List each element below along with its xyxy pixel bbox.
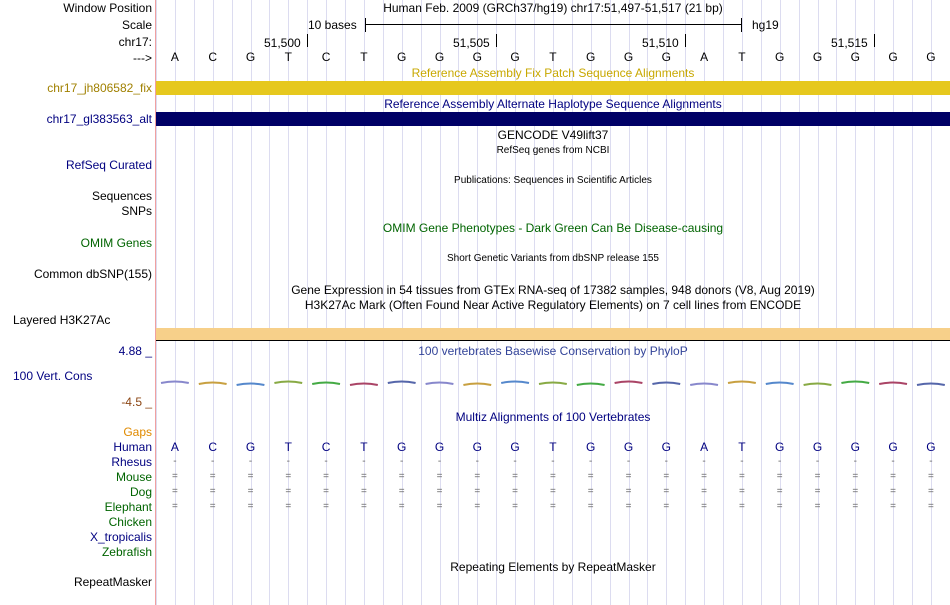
multiz-base: = (549, 486, 556, 497)
multiz-base: - (664, 456, 668, 467)
multiz-base: = (663, 486, 670, 497)
multiz-base: = (285, 471, 292, 482)
reference-base: A (700, 50, 709, 64)
multiz-base: G (510, 440, 520, 454)
multiz-base: = (285, 486, 292, 497)
multiz-base: = (512, 486, 518, 497)
multiz-base: = (625, 471, 632, 482)
h3k27ac-baseline (156, 340, 950, 341)
reference-base: T (360, 50, 368, 64)
multiz-base: = (890, 471, 896, 482)
multiz-base: A (170, 440, 179, 454)
multiz-base: G (812, 440, 823, 454)
conservation-glyph (539, 383, 567, 385)
conservation-glyph (841, 382, 869, 384)
multiz-base: - (551, 456, 555, 467)
reference-base: G (586, 50, 596, 64)
reference-base: G (623, 50, 634, 64)
reference-base: G (775, 50, 785, 64)
conservation-wiggle[interactable] (156, 374, 950, 392)
reference-base: T (549, 50, 557, 64)
species-human-label: Human (113, 440, 152, 454)
multiz-base: = (171, 471, 178, 482)
multiz-base: = (474, 501, 481, 512)
multiz-base: T (360, 440, 368, 454)
reference-base: G (661, 50, 671, 64)
multiz-base: = (323, 486, 329, 497)
reference-base: G (245, 50, 256, 64)
scale-bar-text: 10 bases (308, 18, 357, 32)
multiz-base: = (209, 471, 216, 482)
multiz-base: - (778, 456, 782, 467)
multiz-base: = (323, 501, 329, 512)
multiz-base: T (284, 440, 292, 454)
strand-arrow-label: ---> (133, 51, 152, 65)
multiz-base: G (926, 440, 936, 454)
multiz-base: T (738, 440, 746, 454)
multiz-base: = (360, 471, 367, 482)
species-elephant-label: Elephant (104, 500, 152, 514)
conservation-glyph (161, 382, 189, 384)
multiz-base: = (512, 471, 518, 482)
omim-title: OMIM Gene Phenotypes - Dark Green Can Be Disease-causing (382, 221, 724, 235)
multiz-base: = (701, 486, 707, 497)
reference-base: G (850, 50, 860, 64)
multiz-base: G (586, 440, 596, 454)
conservation-glyph (766, 383, 794, 385)
fix-patch-label[interactable]: chr17_jh806582_fix (47, 81, 152, 95)
gtex-title: Gene Expression in 54 tissues from GTEx RNA-seq of 17382 samples, 948 donors (V8, Aug 2019) (291, 283, 815, 297)
refseq-title: RefSeq genes from NCBI (496, 145, 610, 156)
browser-image-panel[interactable] (156, 0, 950, 605)
position-tick (874, 34, 875, 47)
multiz-base: = (323, 471, 329, 482)
multiz-base: - (400, 456, 404, 467)
publications-title: Publications: Sequences in Scientific Articles (454, 175, 652, 186)
chrom-label: chr17: (118, 35, 152, 49)
multiz-base: = (927, 486, 934, 497)
multiz-base: = (852, 501, 859, 512)
multiz-base: - (173, 456, 177, 467)
multiz-base: = (738, 501, 745, 512)
multiz-base: G (888, 440, 898, 454)
multiz-base: = (398, 471, 405, 482)
conservation-glyph (501, 382, 529, 384)
multiz-base: = (625, 501, 632, 512)
multiz-base: = (776, 471, 783, 482)
reference-base: T (284, 50, 292, 64)
multiz-base: = (587, 486, 594, 497)
multiz-base: G (434, 440, 445, 454)
multiz-base: = (587, 501, 594, 512)
position-label-51510: 51,510 (642, 36, 679, 50)
multiz-base: = (512, 501, 518, 512)
reference-base: C (321, 50, 331, 64)
conservation-glyph (199, 383, 227, 385)
multiz-base: = (474, 471, 481, 482)
db-name-text: hg19 (752, 18, 779, 32)
conservation-max-label: 4.88 _ (118, 344, 152, 358)
multiz-base: - (211, 456, 215, 467)
gencode-title: GENCODE V49lift37 (497, 128, 609, 142)
multiz-base: G (245, 440, 256, 454)
multiz-base: G (775, 440, 785, 454)
reference-base: G (434, 50, 445, 64)
multiz-base: - (475, 456, 479, 467)
multiz-base: = (436, 471, 443, 482)
multiz-base: = (436, 486, 443, 497)
conservation-min-label: -4.5 _ (121, 395, 152, 409)
track-labels-panel (0, 0, 155, 605)
conservation-glyph (274, 382, 302, 384)
species-dog-label: Dog (129, 485, 152, 499)
scale-bar-left-tick (365, 18, 366, 32)
fix-patch-title: Reference Assembly Fix Patch Sequence Alignments (411, 66, 695, 80)
fix-patch-alignment-bar[interactable] (156, 81, 950, 95)
multiz-base: T (549, 440, 557, 454)
position-label-51505: 51,505 (453, 36, 490, 50)
alt-haplotype-title: Reference Assembly Alternate Haplotype Sequence Alignments (384, 97, 722, 111)
multiz-base: - (589, 456, 593, 467)
multiz-base: - (891, 456, 895, 467)
conservation-glyph (690, 384, 718, 386)
multiz-base: = (663, 501, 670, 512)
multiz-base: C (208, 440, 218, 454)
assembly-position-text: Human Feb. 2009 (GRCh37/hg19) chr17:51,497-51,517 (21 bp) (383, 1, 723, 15)
conservation-label[interactable]: 100 Vert. Cons (13, 369, 93, 383)
multiz-base: = (398, 501, 405, 512)
multiz-base: = (209, 501, 216, 512)
conservation-glyph (615, 382, 643, 384)
multiz-base: - (815, 456, 820, 467)
species-rhesus-label: Rhesus (111, 455, 152, 469)
dbsnp-label[interactable]: Common dbSNP(155) (33, 267, 152, 281)
reference-base: G (926, 50, 936, 64)
reference-base: G (472, 50, 482, 64)
h3k27ac-title: H3K27Ac Mark (Often Found Near Active Regulatory Elements) on 7 cell lines from ENCODE (304, 298, 802, 312)
conservation-glyph (577, 384, 605, 386)
multiz-base: = (247, 501, 254, 512)
conservation-glyph (879, 383, 907, 385)
alt-haplotype-alignment-bar[interactable] (156, 112, 950, 126)
multiz-base: - (437, 456, 442, 467)
multiz-base: = (247, 471, 254, 482)
h3k27ac-signal-bar[interactable] (156, 328, 950, 340)
conservation-glyph (388, 382, 416, 384)
gaps-label: Gaps (123, 425, 152, 439)
reference-base: C (208, 50, 218, 64)
multiz-base: = (171, 486, 178, 497)
multiz-base: = (474, 486, 481, 497)
multiz-base: - (248, 456, 253, 467)
multiz-base: - (286, 456, 290, 467)
multiz-base: = (171, 501, 178, 512)
position-tick (496, 34, 497, 47)
species-xtropicalis-label: X_tropicalis (89, 530, 152, 544)
multiz-base: = (663, 471, 670, 482)
reference-base: A (170, 50, 179, 64)
multiz-base: = (285, 501, 292, 512)
reference-base: G (397, 50, 407, 64)
species-zebrafish-label: Zebrafish (101, 545, 152, 559)
multiz-base: G (397, 440, 407, 454)
conservation-glyph (652, 383, 680, 385)
publications-snps-label[interactable]: SNPs (121, 204, 152, 218)
multiz-base: G (472, 440, 482, 454)
multiz-base: = (701, 471, 707, 482)
scale-bar-line (365, 24, 741, 25)
multiz-base: = (625, 486, 632, 497)
conservation-glyph (237, 384, 265, 386)
multiz-base: = (587, 471, 594, 482)
species-chicken-label: Chicken (108, 515, 152, 529)
conservation-glyph (463, 384, 491, 386)
multiz-base: = (927, 471, 934, 482)
multiz-base: = (738, 486, 745, 497)
conservation-glyph (728, 382, 756, 384)
multiz-base: = (738, 471, 745, 482)
multiz-base: A (700, 440, 709, 454)
position-label-51515: 51,515 (831, 36, 868, 50)
conservation-title: 100 vertebrates Basewise Conservation by PhyloP (418, 344, 688, 358)
multiz-base: = (814, 501, 821, 512)
multiz-base: - (702, 456, 706, 467)
multiz-base: - (929, 456, 933, 467)
position-tick (685, 34, 686, 47)
reference-base: G (510, 50, 520, 64)
publications-sequences-label[interactable]: Sequences (91, 189, 152, 203)
multiz-base: = (436, 501, 443, 512)
scale-bar-right-tick (741, 18, 742, 32)
scale-label: Scale (121, 18, 152, 32)
multiz-base: G (850, 440, 860, 454)
omim-genes-label[interactable]: OMIM Genes (80, 236, 152, 250)
conservation-glyph (426, 383, 454, 385)
conservation-glyph (804, 384, 832, 386)
multiz-base: = (814, 471, 821, 482)
repeatmasker-label[interactable]: RepeatMasker (73, 575, 152, 589)
reference-base: G (888, 50, 898, 64)
multiz-base: = (776, 486, 783, 497)
repeatmasker-title: Repeating Elements by RepeatMasker (450, 560, 656, 574)
multiz-base: - (626, 456, 631, 467)
multiz-base: = (701, 501, 707, 512)
conservation-glyph (312, 383, 340, 385)
multiz-base: = (209, 486, 216, 497)
multiz-base: - (853, 456, 857, 467)
multiz-base: G (661, 440, 671, 454)
refseq-curated-label[interactable]: RefSeq Curated (65, 158, 152, 172)
multiz-base: = (927, 501, 934, 512)
multiz-base: = (247, 486, 254, 497)
species-mouse-label: Mouse (115, 470, 152, 484)
multiz-base: = (360, 486, 367, 497)
multiz-base: = (852, 486, 859, 497)
alt-haplotype-label[interactable]: chr17_gl383563_alt (46, 112, 152, 126)
multiz-base: = (852, 471, 859, 482)
reference-base: G (812, 50, 823, 64)
h3k27ac-label[interactable]: Layered H3K27Ac (13, 313, 111, 327)
multiz-base: = (549, 501, 556, 512)
position-tick (307, 34, 308, 47)
multiz-base: - (740, 456, 744, 467)
dbsnp-title: Short Genetic Variants from dbSNP release 155 (447, 253, 659, 264)
multiz-base: = (398, 486, 405, 497)
multiz-base: = (360, 501, 367, 512)
window-position-label: Window Position (63, 1, 152, 15)
multiz-base: C (321, 440, 331, 454)
multiz-base: - (324, 456, 328, 467)
conservation-glyph (917, 384, 945, 386)
multiz-base: - (513, 456, 517, 467)
multiz-base: = (814, 486, 821, 497)
multiz-base: = (776, 501, 783, 512)
multiz-base: = (890, 486, 896, 497)
conservation-glyph (350, 384, 378, 386)
multiz-title: Multiz Alignments of 100 Vertebrates (455, 410, 651, 424)
position-label-51500: 51,500 (264, 36, 301, 50)
reference-base: T (738, 50, 746, 64)
multiz-base: G (623, 440, 634, 454)
multiz-base: = (549, 471, 556, 482)
multiz-base: = (890, 501, 896, 512)
multiz-base: - (362, 456, 366, 467)
